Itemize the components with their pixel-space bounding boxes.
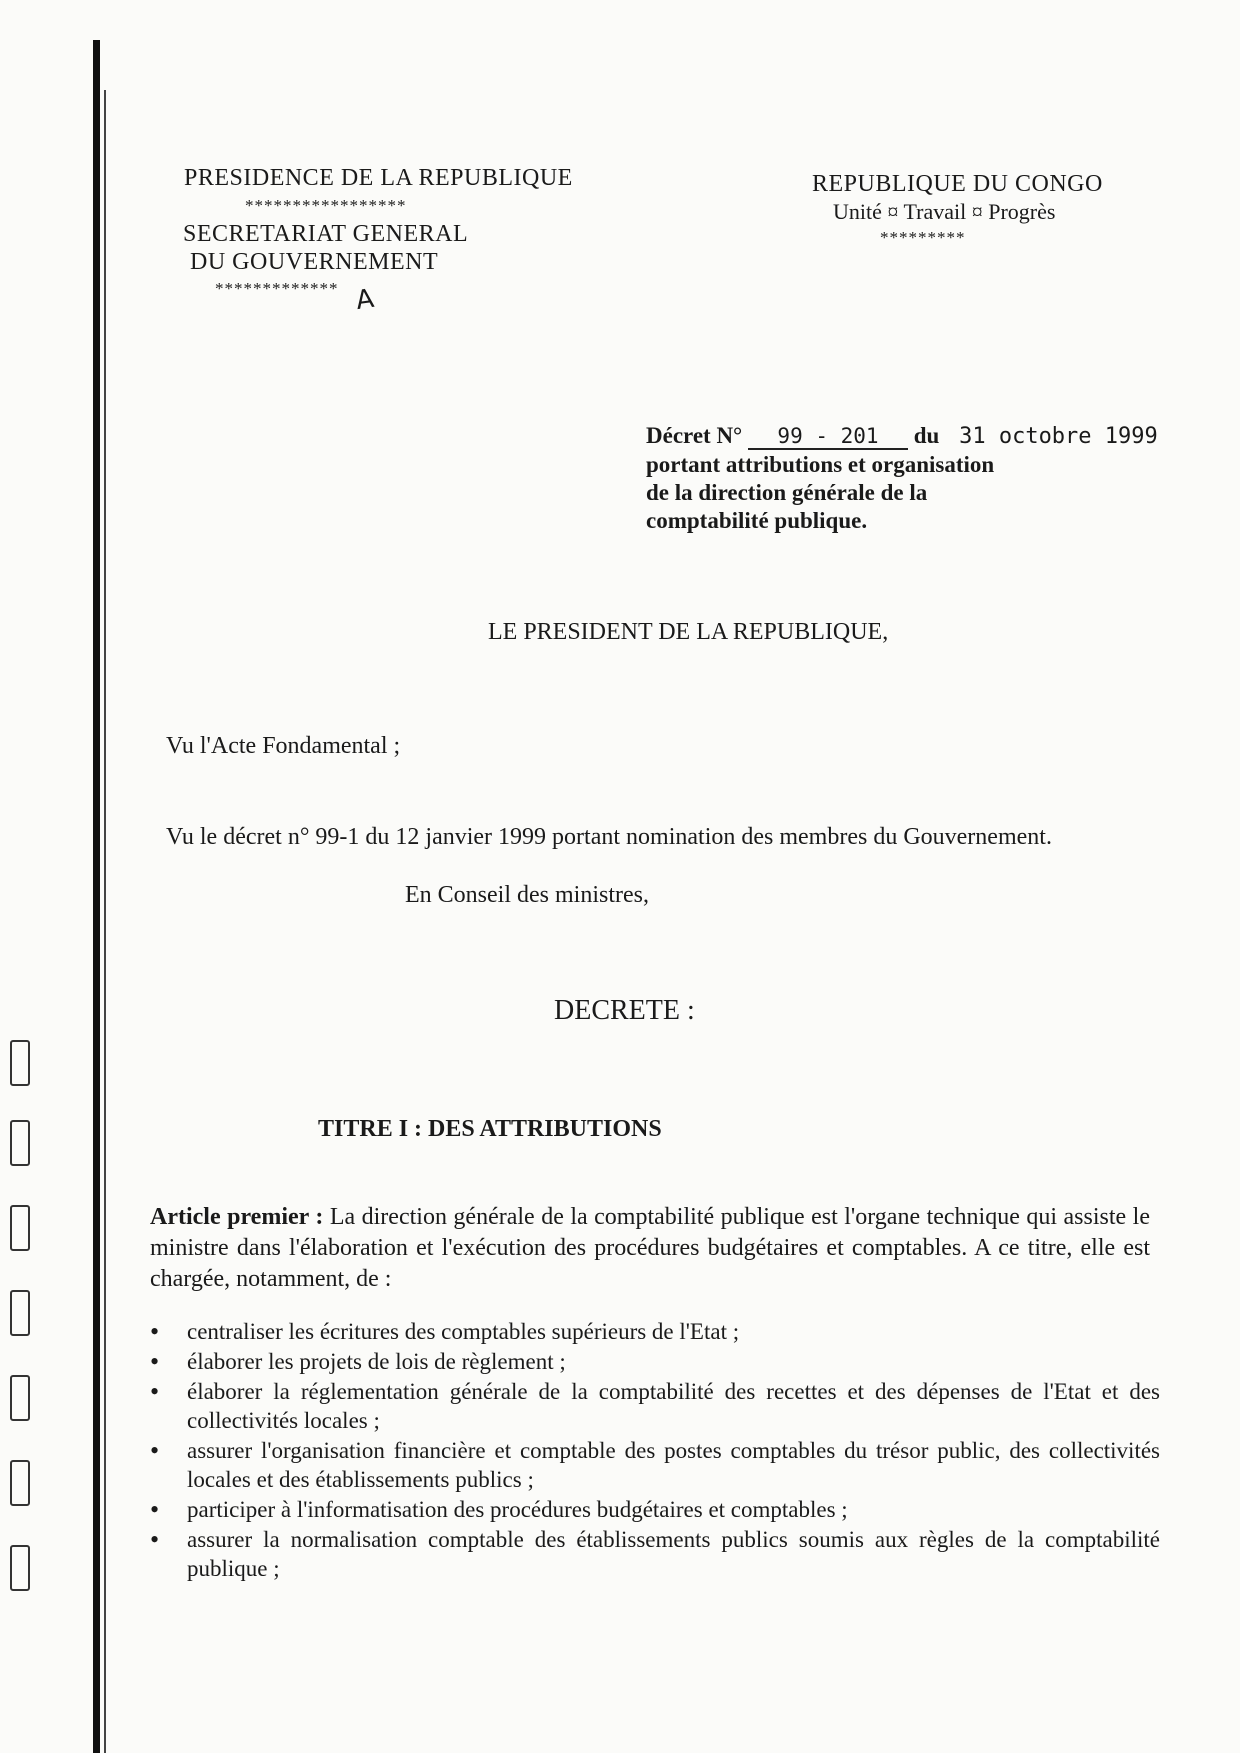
decree-title-line1 — [646, 423, 1158, 450]
decree-date: 31 octobre 1999 — [959, 424, 1158, 449]
binder-edge-thin-line — [104, 90, 106, 1753]
list-item: • assurer la normalisation comptable des établissements publics soumis aux règles de la comptabilité publique ; — [150, 1525, 1160, 1583]
punch-hole — [10, 1545, 30, 1591]
decrete-heading: DECRETE : — [554, 995, 695, 1026]
header-stars-right: ********* — [880, 228, 966, 247]
list-item: • élaborer la réglementation générale de la comptabilité des recettes et des dépenses de l'Etat et des collectivités locales ; — [150, 1377, 1160, 1435]
article-premier — [150, 1202, 1150, 1295]
list-item: • assurer l'organisation financière et comptable des postes comptables du trésor public, des collectivités locales et des établissements publics ; — [150, 1436, 1160, 1494]
header-presidence: PRESIDENCE DE LA REPUBLIQUE — [184, 165, 573, 191]
header-gouvernement: DU GOUVERNEMENT — [190, 249, 439, 275]
president-heading: LE PRESIDENT DE LA REPUBLIQUE, — [488, 619, 889, 645]
handwritten-mark: A — [353, 283, 376, 317]
header-country: REPUBLIQUE DU CONGO — [812, 171, 1103, 197]
header-secretariat: SECRETARIAT GENERAL — [183, 221, 469, 247]
titre-heading: TITRE I : DES ATTRIBUTIONS — [318, 1116, 662, 1142]
header-stars-2: ************* — [215, 279, 339, 298]
punch-hole — [10, 1205, 30, 1251]
list-item: • participer à l'informatisation des procédures budgétaires et comptables ; — [150, 1495, 1160, 1524]
article-label: Article premier : — [150, 1204, 324, 1230]
decree-prefix: Décret N° — [646, 423, 743, 448]
decree-title-line4: comptabilité publique. — [646, 508, 868, 533]
list-item: • centraliser les écritures des comptables supérieurs de l'Etat ; — [150, 1317, 1160, 1346]
punch-hole — [10, 1120, 30, 1166]
binder-edge-line — [93, 40, 100, 1753]
header-motto: Unité ¤ Travail ¤ Progrès — [833, 199, 1056, 224]
vu-acte-fondamental: Vu l'Acte Fondamental ; — [166, 733, 401, 759]
en-conseil: En Conseil des ministres, — [405, 882, 649, 908]
punch-hole — [10, 1040, 30, 1086]
article-text: La direction générale de la comptabilité publique est l'organe technique qui assiste le ministre dans l'élaboration et l'exécution des procédures budgétaires et comptables. A ce titre, elle est chargée, notamment, de : — [150, 1204, 1151, 1292]
decree-date-prefix: du — [913, 423, 940, 448]
attributions-list — [150, 1317, 1160, 1584]
list-item: • élaborer les projets de lois de règlement ; — [150, 1347, 1160, 1376]
header-stars-1: ***************** — [245, 196, 407, 215]
vu-decret-nomination: Vu le décret n° 99-1 du 12 janvier 1999 portant nomination des membres du Gouvernement. — [166, 824, 1052, 850]
punch-hole — [10, 1460, 30, 1506]
punch-hole — [10, 1375, 30, 1421]
decree-title-line3: de la direction générale de la — [646, 480, 928, 505]
decree-number: 99 - 201 — [748, 424, 908, 450]
decree-title-line2: portant attributions et organisation — [646, 452, 995, 477]
punch-hole — [10, 1290, 30, 1336]
